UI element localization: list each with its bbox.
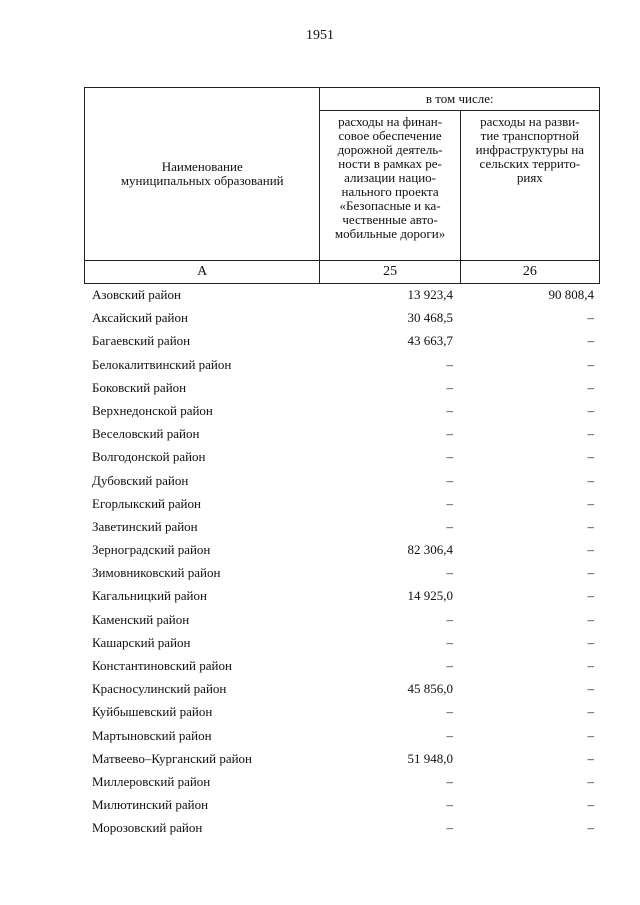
row-value-26: – [587, 750, 594, 766]
row-value-25: – [446, 565, 453, 581]
row-value-25: – [446, 402, 453, 418]
table-row [84, 283, 600, 306]
row-value-26: – [587, 634, 594, 650]
row-value-25: 51 948,0 [407, 750, 453, 766]
row-value-26: – [587, 310, 594, 326]
row-value-26: – [587, 704, 594, 720]
row-value-25: 30 468,5 [407, 310, 453, 326]
row-name: Дубовский район [92, 472, 189, 488]
row-value-25: – [446, 820, 453, 836]
row-value-26: – [587, 565, 594, 581]
row-name: Кашарский район [92, 634, 191, 650]
row-value-25: 45 856,0 [407, 681, 453, 697]
table-row [84, 306, 600, 329]
row-value-26: 90 808,4 [548, 287, 594, 302]
row-value-26: – [587, 820, 594, 836]
table-row [84, 329, 600, 352]
row-name: Зимовниковский район [92, 565, 221, 581]
table-row [84, 469, 600, 492]
row-value-26: – [587, 611, 594, 627]
table-row [84, 492, 600, 515]
row-name: Кагальницкий район [92, 588, 207, 604]
table-row [84, 608, 600, 631]
row-name: Боковский район [92, 379, 187, 395]
table-row [84, 631, 600, 654]
row-name: Зерноградский район [92, 542, 211, 558]
table-row [84, 538, 600, 561]
row-name: Егорлыкский район [92, 495, 201, 511]
row-value-26: – [587, 426, 594, 442]
row-value-25: – [446, 634, 453, 650]
row-name: Каменский район [92, 611, 190, 627]
col25-title: расходы на финан- совое обеспечение дорожной деятель- ности в рамках ре- ализации нацио- нального проекта «Безопасные и ка- чественные авто- мобильные дороги» [334, 114, 446, 241]
row-value-26: – [587, 495, 594, 511]
col26-title: расходы на разви- тие транспортной инфраструктуры на сельских террито- риях [475, 114, 585, 185]
row-name: Миллеровский район [92, 773, 211, 789]
row-value-25: 82 306,4 [407, 542, 453, 558]
col-26-number: 26 [460, 261, 599, 284]
row-value-25: – [446, 379, 453, 395]
table-row [84, 561, 600, 584]
row-value-26: – [587, 449, 594, 465]
page-number: 1951 [306, 28, 334, 43]
row-value-26: – [587, 773, 594, 789]
row-name: Константиновский район [92, 658, 232, 673]
row-value-25: – [446, 704, 453, 720]
row-value-25: – [446, 356, 453, 372]
table-row [84, 584, 600, 607]
row-value-26: – [587, 356, 594, 372]
row-name: Мартыновский район [92, 727, 212, 743]
col25-header [320, 111, 460, 261]
row-value-26: – [587, 472, 594, 488]
row-value-25: – [446, 472, 453, 488]
table-row [84, 724, 600, 747]
table-row [84, 422, 600, 445]
table-row [84, 816, 600, 839]
row-value-26: – [587, 402, 594, 418]
row-value-26: – [587, 658, 594, 673]
row-value-25: – [446, 727, 453, 743]
row-value-26: – [587, 333, 594, 349]
row-value-26: – [587, 588, 594, 604]
table-row [84, 770, 600, 793]
row-name: Багаевский район [92, 333, 191, 349]
row-value-25: – [446, 797, 453, 813]
table-row [84, 654, 600, 677]
name-column-title: Наименование муниципальных образований [120, 159, 284, 188]
table-row [84, 376, 600, 399]
row-name: Милютинский район [92, 797, 209, 813]
row-name: Матвеево–Курганский район [92, 750, 253, 766]
row-name: Куйбышевский район [92, 704, 213, 720]
row-value-26: – [587, 379, 594, 395]
row-name: Аксайский район [92, 310, 188, 326]
row-value-25: – [446, 426, 453, 442]
row-name: Веселовский район [92, 426, 200, 442]
name-column-header [85, 88, 320, 261]
table-row [84, 353, 600, 376]
row-name: Волгодонской район [92, 449, 206, 465]
table-row [84, 399, 600, 422]
table-row [84, 793, 600, 816]
including-header: в том числе: [320, 88, 600, 111]
row-name: Красносулинский район [92, 681, 227, 697]
row-value-25: – [446, 611, 453, 627]
row-name: Азовский район [92, 287, 181, 302]
row-value-26: – [587, 518, 594, 534]
row-value-25: – [446, 449, 453, 465]
table-row [84, 515, 600, 538]
table-row [84, 677, 600, 700]
table-row [84, 445, 600, 468]
row-value-25: – [446, 518, 453, 534]
col-25-number: 25 [320, 261, 460, 284]
col-a-number: А [85, 261, 320, 284]
row-value-25: – [446, 495, 453, 511]
row-value-26: – [587, 727, 594, 743]
row-value-25: 14 925,0 [407, 588, 453, 604]
row-value-26: – [587, 681, 594, 697]
table-header [84, 87, 600, 284]
row-value-25: – [446, 658, 453, 673]
row-name: Морозовский район [92, 820, 203, 836]
col26-header [460, 111, 599, 261]
row-name: Верхнедонской район [92, 402, 213, 418]
row-name: Заветинский район [92, 518, 198, 534]
row-value-25: 43 663,7 [407, 333, 453, 349]
table-row [84, 747, 600, 770]
row-value-25: 13 923,4 [407, 287, 453, 302]
table-body [84, 283, 600, 840]
row-name: Белокалитвинский район [92, 356, 232, 372]
row-value-25: – [446, 773, 453, 789]
row-value-26: – [587, 542, 594, 558]
row-value-26: – [587, 797, 594, 813]
table-row [84, 700, 600, 723]
